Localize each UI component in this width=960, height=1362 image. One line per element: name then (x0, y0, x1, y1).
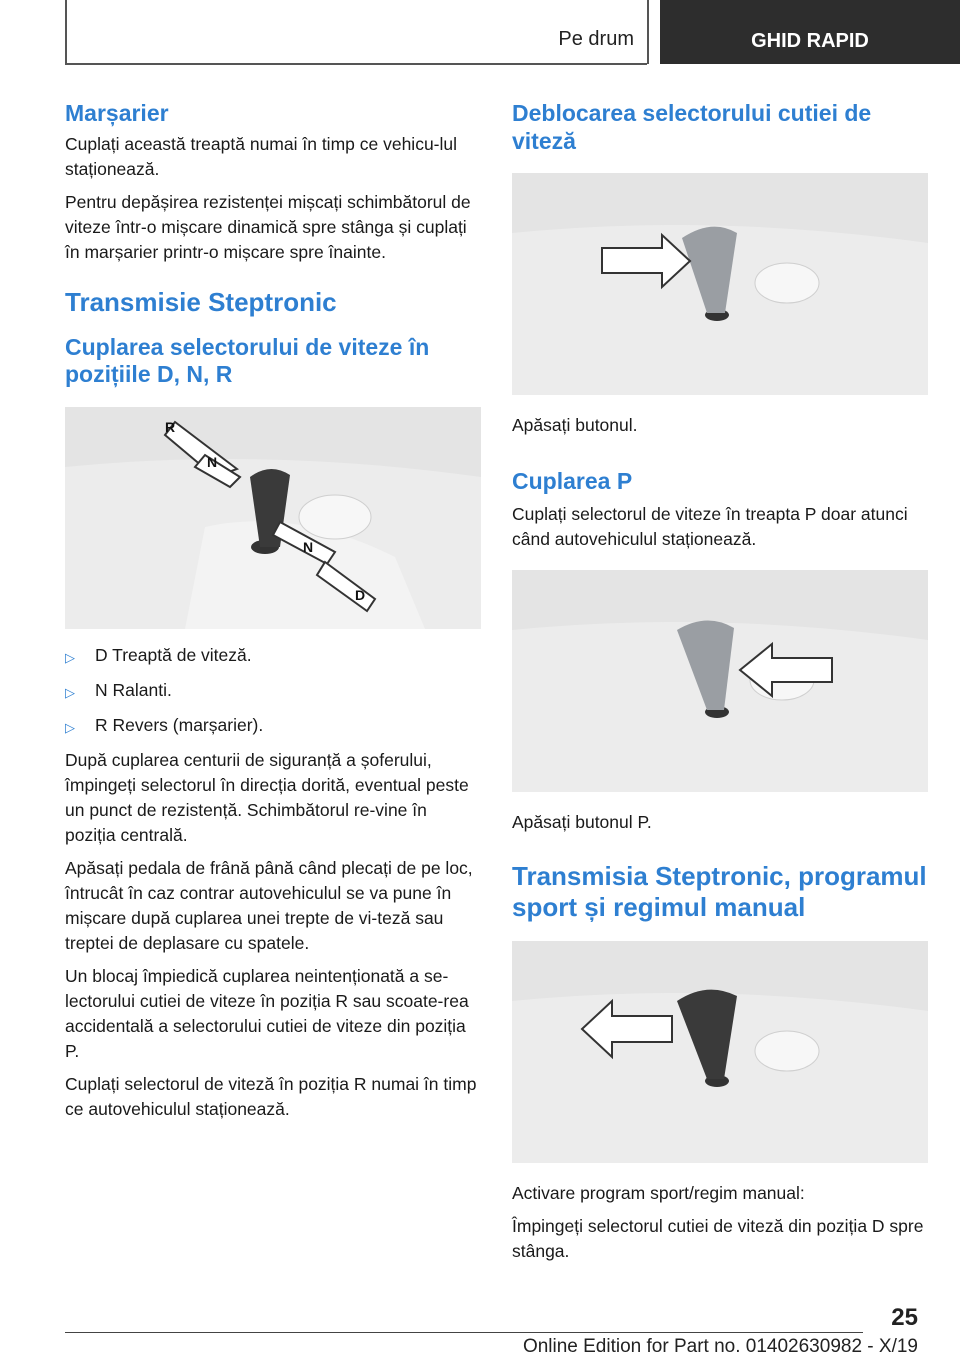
list-item: ▷ N Ralanti. (65, 678, 481, 705)
heading-steptronic: Transmisie Steptronic (65, 286, 337, 317)
paragraph-cuplare-1: După cuplarea centurii de siguranță a șoferului, împingeți selectorul în direcția dorită, eventual peste un punct de rezistență. Schimbătorul re-vine în poziția centrală. (65, 749, 469, 845)
header-rule-bottom (65, 63, 647, 65)
gear-selector-illustration (65, 407, 481, 629)
paragraph-sport-1: Activare program sport/regim manual: (512, 1183, 805, 1204)
left-column (65, 100, 481, 1130)
figure-p-button (512, 570, 928, 792)
triangle-right-icon: ▷ (65, 649, 75, 665)
p-button-illustration (512, 570, 928, 792)
triangle-right-icon: ▷ (65, 684, 75, 700)
paragraph-apasati-p: Apăsați butonul P. (512, 811, 652, 832)
figure-label-n-upper: N (207, 453, 218, 470)
paragraph-marsarier-1: Cuplați această treaptă numai în timp ce vehicu-lul staționează. (65, 133, 458, 179)
footer-rule (65, 1332, 863, 1333)
header-rule-left (65, 0, 67, 64)
unlock-button-illustration (512, 173, 928, 395)
header-section-title: Pe drum (558, 28, 634, 50)
paragraph-cuplare-3: Un blocaj împiedică cuplarea neintenționată a se-lectorului cutiei de viteze în poziția R sau scoate-rea accidentală a selectorului cutiei de viteze din poziția P. (65, 965, 469, 1061)
right-column (512, 100, 928, 1272)
header-rule-divider (647, 0, 649, 64)
heading-deblocare: Deblocarea selectorului cutiei de viteză (512, 100, 872, 154)
paragraph-deblocare: Apăsați butonul. (512, 415, 638, 436)
paragraph-sport-2: Împingeți selectorul cutiei de viteză din poziția D spre stânga. (512, 1216, 924, 1262)
figure-label-n-lower: N (303, 538, 314, 555)
paragraph-marsarier-2: Pentru depășirea rezistenței mișcați schimbătorul de viteze într-o mișcare dinamică spre stânga și cuplați în marșarier printr-o mișcare spre înainte. (65, 191, 471, 262)
page-number: 25 (891, 1304, 918, 1331)
sport-mode-illustration (512, 941, 928, 1163)
footer-edition: Online Edition for Part no. 01402630982 - X/19 (522, 1336, 918, 1357)
heading-cuplare-dnr: Cuplarea selectorului de viteze în pozițiile D, N, R (65, 333, 430, 388)
paragraph-cuplare-p: Cuplați selectorul de viteze în treapta P doar atunci când autovehiculul staționează. (512, 503, 908, 549)
gear-position-list (65, 643, 481, 740)
paragraph-cuplare-2: Apăsați pedala de frână până când plecați de pe loc, întrucât în caz contrar autovehiculul se va pune în mișcare după cuplarea unei trepte de vi-teză sau treptei de deplasare cu spatele. (65, 857, 473, 953)
paragraph-cuplare-4: Cuplați selectorul de viteză în poziția R numai în timp ce autovehiculul staționează. (65, 1073, 477, 1119)
figure-label-r: R (165, 418, 176, 435)
triangle-right-icon: ▷ (65, 719, 75, 735)
heading-cuplare-p: Cuplarea P (512, 468, 633, 495)
figure-unlock-button (512, 173, 928, 395)
figure-selector-dnr (65, 407, 481, 629)
list-item: ▷ R Revers (marșarier). (65, 713, 481, 740)
heading-marsarier: Marșarier (65, 100, 169, 126)
heading-sport-manual: Transmisia Steptronic, programul sport și regimul manual (512, 860, 927, 922)
list-item: ▷ D Treaptă de viteză. (65, 643, 481, 670)
figure-label-d: D (355, 586, 366, 603)
figure-sport-mode (512, 941, 928, 1163)
header-tab-ghid-rapid[interactable]: GHID RAPID (660, 0, 960, 64)
